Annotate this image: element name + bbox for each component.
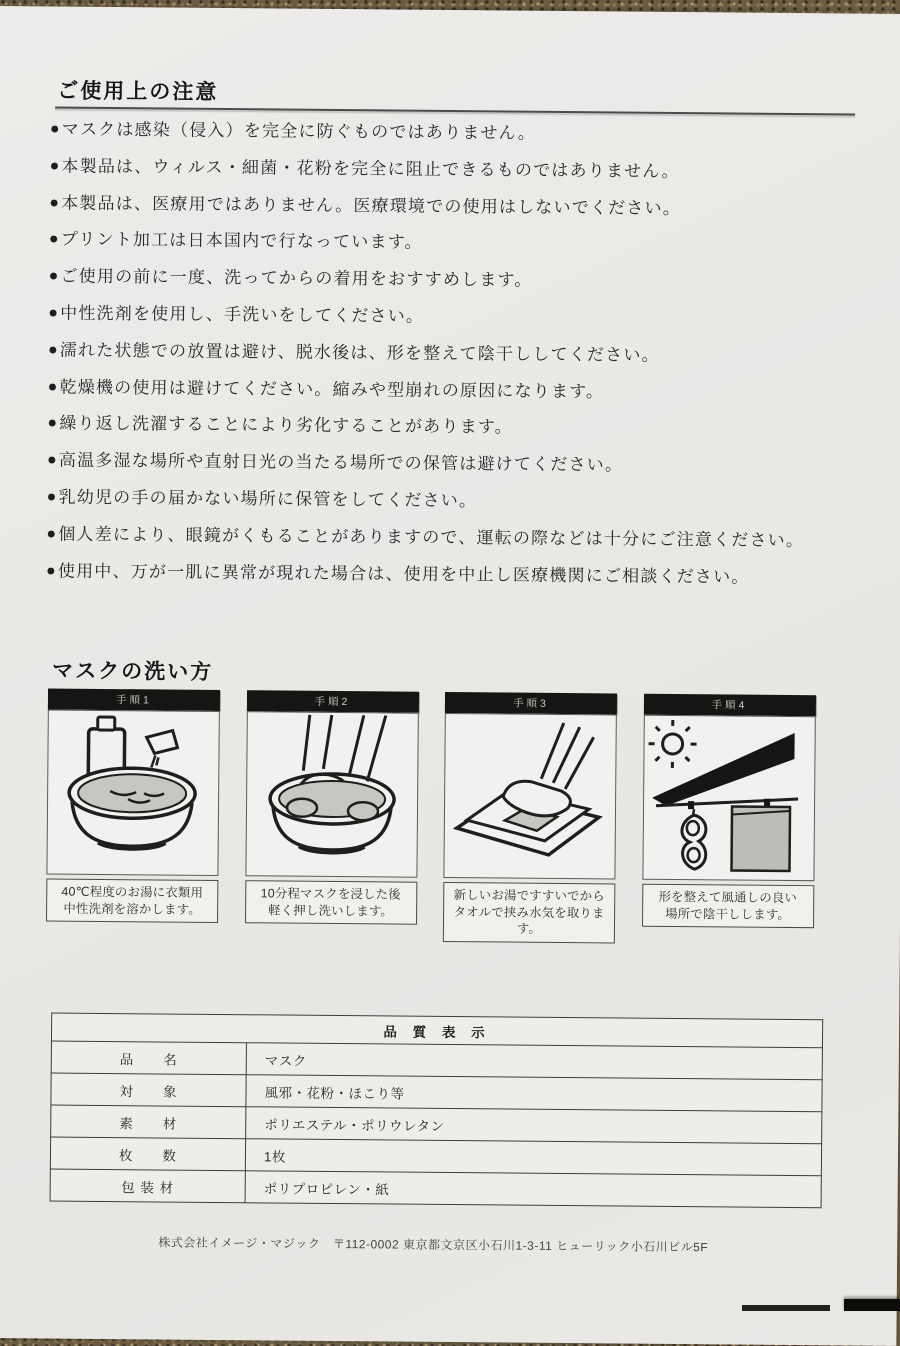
list-item: ● 高温多湿な場所や直射日光の当たる場所での保管は避けてください。 bbox=[46, 450, 624, 475]
bullet-icon: ● bbox=[49, 194, 61, 212]
list-item: ● 濡れた状態での放置は避け、脱水後は、形を整えて陰干ししてください。 bbox=[47, 340, 660, 365]
step-panel-2 bbox=[244, 690, 418, 941]
list-item: ● 個人差により、眼鏡がくもることがありますので、運転の際などは十分にご注意ください。 bbox=[46, 524, 805, 550]
paper-sheet bbox=[0, 6, 900, 1346]
precautions-list bbox=[46, 118, 850, 603]
list-item: ● 乾燥機の使用は避けてください。縮みや型崩れの原因になります。 bbox=[47, 377, 605, 401]
step-1-caption: 40℃程度のお湯に衣類用 中性洗剤を溶かします。 bbox=[46, 878, 218, 922]
list-item: ● 本製品は、ウィルス・細菌・花粉を完全に阻止できるものではありません。 bbox=[49, 156, 680, 181]
list-item: ● マスクは感染（侵入）を完全に防ぐものではありません。 bbox=[49, 119, 537, 143]
bullet-icon: ● bbox=[49, 157, 61, 175]
row-label: 素 材 bbox=[51, 1105, 246, 1139]
quality-table-title: 品 質 表 示 bbox=[51, 1013, 822, 1048]
step-4-header: 手順4 bbox=[643, 694, 815, 717]
bullet-icon: ● bbox=[46, 562, 58, 580]
company-address: 株式会社イメージ・マジック 〒112-0002 東京都文京区小石川1-3-11 ヒューリック小石川ビル5F bbox=[158, 1235, 709, 1255]
row-label: 品 名 bbox=[51, 1041, 246, 1075]
row-label: 対 象 bbox=[51, 1073, 246, 1107]
list-item: ● 繰り返し洗濯することにより劣化することがあります。 bbox=[47, 413, 513, 437]
row-value: 1枚 bbox=[245, 1139, 821, 1176]
shade-dry-icon bbox=[642, 715, 815, 881]
list-item: ● プリント加工は日本国内で行なっています。 bbox=[48, 229, 423, 253]
row-value: ポリエステル・ポリウレタン bbox=[246, 1107, 822, 1144]
table-row bbox=[50, 1169, 821, 1208]
basin-detergent-icon bbox=[46, 709, 219, 875]
title-divider bbox=[55, 107, 855, 116]
list-item: ● 使用中、万が一肌に異常が現れた場合は、使用を中止し医療機関にご相談ください。 bbox=[46, 561, 750, 587]
bullet-icon: ● bbox=[47, 378, 59, 396]
bullet-icon: ● bbox=[46, 488, 58, 506]
hand-wash-basin-icon bbox=[245, 711, 418, 877]
bullet-icon: ● bbox=[46, 451, 58, 469]
bullet-icon: ● bbox=[47, 341, 59, 359]
precautions-title: ご使用上の注意 bbox=[57, 79, 219, 104]
step-3-header: 手順3 bbox=[445, 692, 617, 715]
step-panel-1 bbox=[46, 688, 220, 939]
step-2-caption: 10分程マスクを浸した後 軽く押し洗いします。 bbox=[245, 880, 417, 924]
bullet-icon: ● bbox=[49, 120, 61, 138]
step-4-caption: 形を整えて風通しの良い 場所で陰干しします。 bbox=[641, 884, 813, 928]
towel-press-icon bbox=[443, 713, 616, 879]
list-item: ● ご使用の前に一度、洗ってからの着用をおすすめします。 bbox=[48, 266, 533, 290]
step-panel-3 bbox=[443, 692, 617, 943]
list-item: ● 乳幼児の手の届かない場所に保管をしてください。 bbox=[46, 487, 478, 511]
step-2-header: 手順2 bbox=[246, 690, 418, 713]
row-value: ポリプロピレン・紙 bbox=[245, 1171, 821, 1208]
row-value: マスク bbox=[246, 1043, 822, 1080]
quality-table bbox=[50, 1013, 824, 1209]
list-item: ● 本製品は、医療用ではありません。医療環境での使用はしないでください。 bbox=[49, 193, 682, 218]
row-value: 風邪・花粉・ほこり等 bbox=[246, 1075, 822, 1112]
step-1-header: 手順1 bbox=[48, 688, 220, 711]
list-item: ● 中性洗剤を使用し、手洗いをしてください。 bbox=[48, 303, 425, 326]
washing-steps bbox=[46, 688, 838, 944]
bullet-icon: ● bbox=[48, 267, 60, 285]
row-label: 枚 数 bbox=[50, 1137, 245, 1171]
bullet-icon: ● bbox=[47, 414, 59, 432]
washing-title: マスクの洗い方 bbox=[52, 659, 214, 684]
bullet-icon: ● bbox=[48, 304, 60, 322]
bullet-icon: ● bbox=[46, 525, 58, 543]
row-label: 包 装 材 bbox=[50, 1169, 245, 1203]
step-panel-4 bbox=[641, 694, 815, 945]
background-object-corner bbox=[844, 1299, 900, 1311]
bullet-icon: ● bbox=[48, 230, 60, 248]
background-object-edge bbox=[742, 1305, 830, 1311]
step-3-caption: 新しいお湯ですすいでから タオルで挟み水気を取ります。 bbox=[443, 882, 616, 943]
